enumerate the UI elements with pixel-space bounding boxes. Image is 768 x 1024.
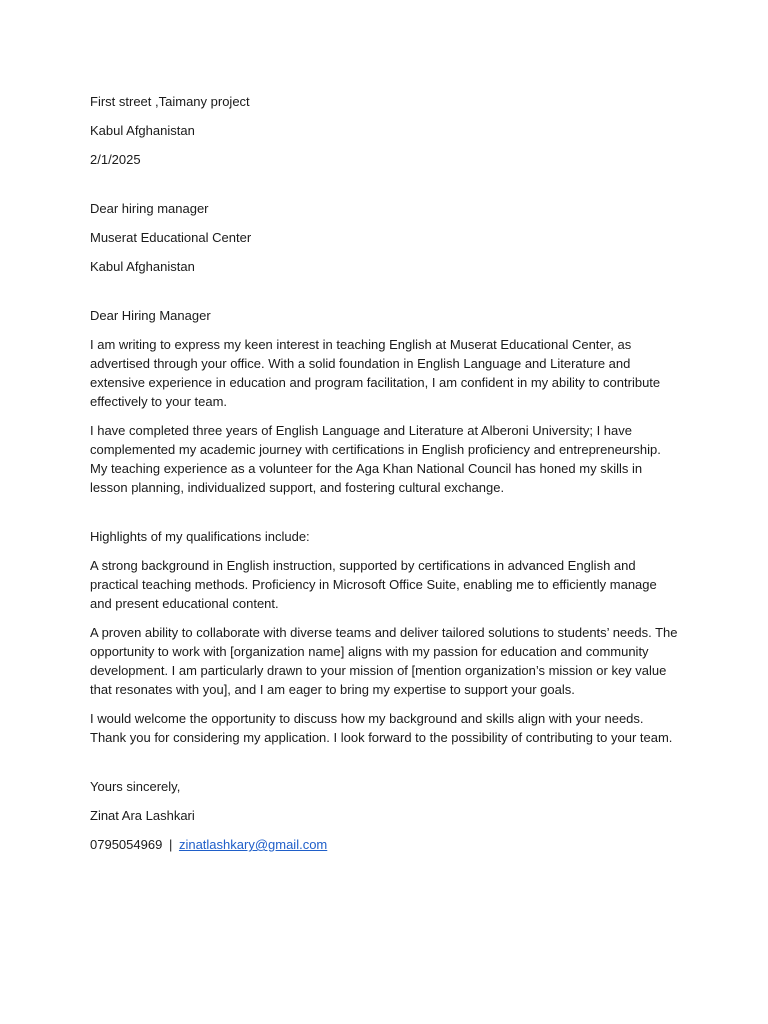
- recipient-location: Kabul Afghanistan: [90, 259, 195, 274]
- spacer: [90, 757, 680, 777]
- valediction: Yours sincerely,: [90, 779, 181, 794]
- letter-page: [90, 92, 680, 864]
- email-link[interactable]: zinatlashkary@gmail.com: [178, 837, 328, 852]
- highlights-intro: Highlights of my qualifications include:: [90, 529, 310, 544]
- spacer: [90, 286, 680, 306]
- spacer: [90, 179, 680, 199]
- sender-address-line2: Kabul Afghanistan: [90, 123, 195, 138]
- contact-separator: |: [168, 837, 173, 852]
- recipient-line1: Dear hiring manager: [90, 201, 209, 216]
- paragraph-highlight-1: A strong background in English instruction, supported by certifications in advanced English and practical teaching methods. Proficiency in Microsoft Office Suite, enabling me to efficiently manage and present educational content.: [90, 558, 657, 611]
- letter-date: 2/1/2025: [90, 152, 141, 167]
- recipient-organization: Muserat Educational Center: [90, 230, 252, 245]
- phone-number: 0795054969: [90, 837, 163, 852]
- spacer: [90, 507, 680, 527]
- signature-name: Zinat Ara Lashkari: [90, 808, 195, 823]
- contact-line: [90, 835, 680, 854]
- paragraph-closing: I would welcome the opportunity to discuss how my background and skills align with your needs. Thank you for considering my application. I look forward to the possibility of contributing to your team.: [90, 711, 673, 745]
- salutation: Dear Hiring Manager: [90, 308, 211, 323]
- sender-address-line1: First street ,Taimany project: [90, 94, 250, 109]
- paragraph-education: I have completed three years of English Language and Literature at Alberoni University; I have complemented my academic journey with certifications in English proficiency and entrepreneurship. My teaching experience as a volunteer for the Aga Khan National Council has honed my skills in lesson planning, individualized support, and fostering cultural exchange.: [90, 423, 661, 495]
- paragraph-intro: I am writing to express my keen interest in teaching English at Muserat Educational Center, as advertised through your office. With a solid foundation in English Language and Literature and extensive experience in education and program facilitation, I am confident in my ability to contribute effectively to your team.: [90, 337, 661, 409]
- paragraph-highlight-2: A proven ability to collaborate with diverse teams and deliver tailored solutions to students’ needs. The opportunity to work with [organization name] aligns with my passion for education and community development. I am particularly drawn to your mission of [mention organization’s mission or key value that resonates with you], and I am eager to bring my expertise to support your goals.: [90, 625, 678, 697]
